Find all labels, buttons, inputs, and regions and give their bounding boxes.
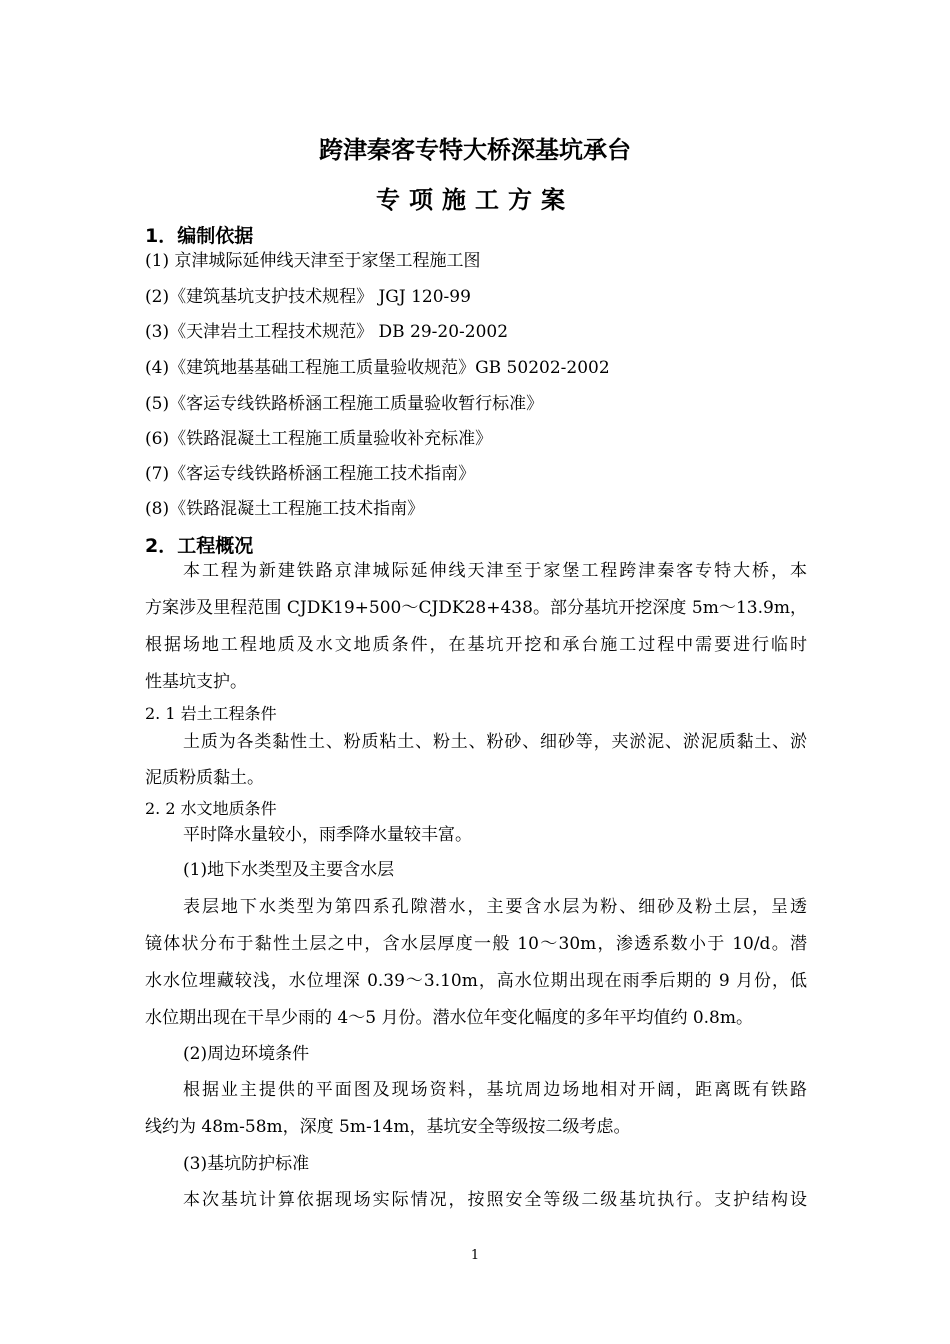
paragraph-line: 方案涉及里程范围 CJDK19+500～CJDK28+438。部分基坑开挖深度 5m～13.9m， <box>145 598 807 618</box>
paragraph-line: 镜体状分布于黏性土层之中，含水层厚度一般 10～30m，渗透系数小于 10/d。潜 <box>145 934 807 954</box>
paragraph-line: 土质为各类黏性土、粉质粘土、粉土、粉砂、细砂等，夹淤泥、淤泥质黏土、淤 <box>183 732 807 752</box>
subsection-heading-hydro: 2. 2 水文地质条件 <box>145 799 277 818</box>
reference-item: (4)《建筑地基基础工程施工质量验收规范》GB 50202-2002 <box>145 358 610 378</box>
paragraph-line: 本次基坑计算依据现场实际情况，按照安全等级二级基坑执行。支护结构设 <box>183 1190 807 1210</box>
reference-item: (3)《天津岩土工程技术规范》 DB 29-20-2002 <box>145 322 509 342</box>
item-heading-protection: (3)基坑防护标准 <box>183 1154 310 1174</box>
item-heading-groundwater: (1)地下水类型及主要含水层 <box>183 860 395 880</box>
reference-item: (1) 京津城际延伸线天津至于家堡工程施工图 <box>145 251 481 271</box>
paragraph-line: 表层地下水类型为第四系孔隙潜水，主要含水层为粉、细砂及粉土层，呈透 <box>183 897 807 917</box>
subsection-heading-geotech: 2. 1 岩土工程条件 <box>145 704 277 723</box>
paragraph-line: 根据场地工程地质及水文地质条件，在基坑开挖和承台施工过程中需要进行临时 <box>145 635 807 655</box>
document-title: 跨津秦客专特大桥深基坑承台 <box>319 136 631 164</box>
section-heading-basis: 1．编制依据 <box>145 225 254 247</box>
reference-item: (8)《铁路混凝土工程施工技术指南》 <box>145 499 425 519</box>
paragraph-line: 泥质粉质黏土。 <box>145 768 264 788</box>
paragraph-line: 本工程为新建铁路京津城际延伸线天津至于家堡工程跨津秦客专特大桥，本 <box>183 561 807 581</box>
reference-item: (5)《客运专线铁路桥涵工程施工质量验收暂行标准》 <box>145 394 544 414</box>
paragraph-line: 水水位埋藏较浅，水位埋深 0.39～3.10m，高水位期出现在雨季后期的 9 月份，低 <box>145 971 807 991</box>
page-number: 1 <box>470 1248 480 1263</box>
item-heading-environment: (2)周边环境条件 <box>183 1044 310 1064</box>
paragraph-line: 平时降水量较小，雨季降水量较丰富。 <box>183 825 472 845</box>
reference-item: (2)《建筑基坑支护技术规程》 JGJ 120-99 <box>145 287 471 307</box>
paragraph-line: 线约为 48m-58m，深度 5m-14m，基坑安全等级按二级考虑。 <box>145 1117 631 1137</box>
section-heading-overview: 2．工程概况 <box>145 535 254 557</box>
paragraph-line: 水位期出现在干旱少雨的 4～5 月份。潜水位年变化幅度的多年平均值约 0.8m。 <box>145 1008 753 1028</box>
document-subtitle: 专项施工方案 <box>376 186 574 214</box>
reference-item: (7)《客运专线铁路桥涵工程施工技术指南》 <box>145 464 476 484</box>
paragraph-line: 性基坑支护。 <box>145 672 247 692</box>
paragraph-line: 根据业主提供的平面图及现场资料，基坑周边场地相对开阔，距离既有铁路 <box>183 1080 807 1100</box>
reference-item: (6)《铁路混凝土工程施工质量验收补充标准》 <box>145 429 493 449</box>
